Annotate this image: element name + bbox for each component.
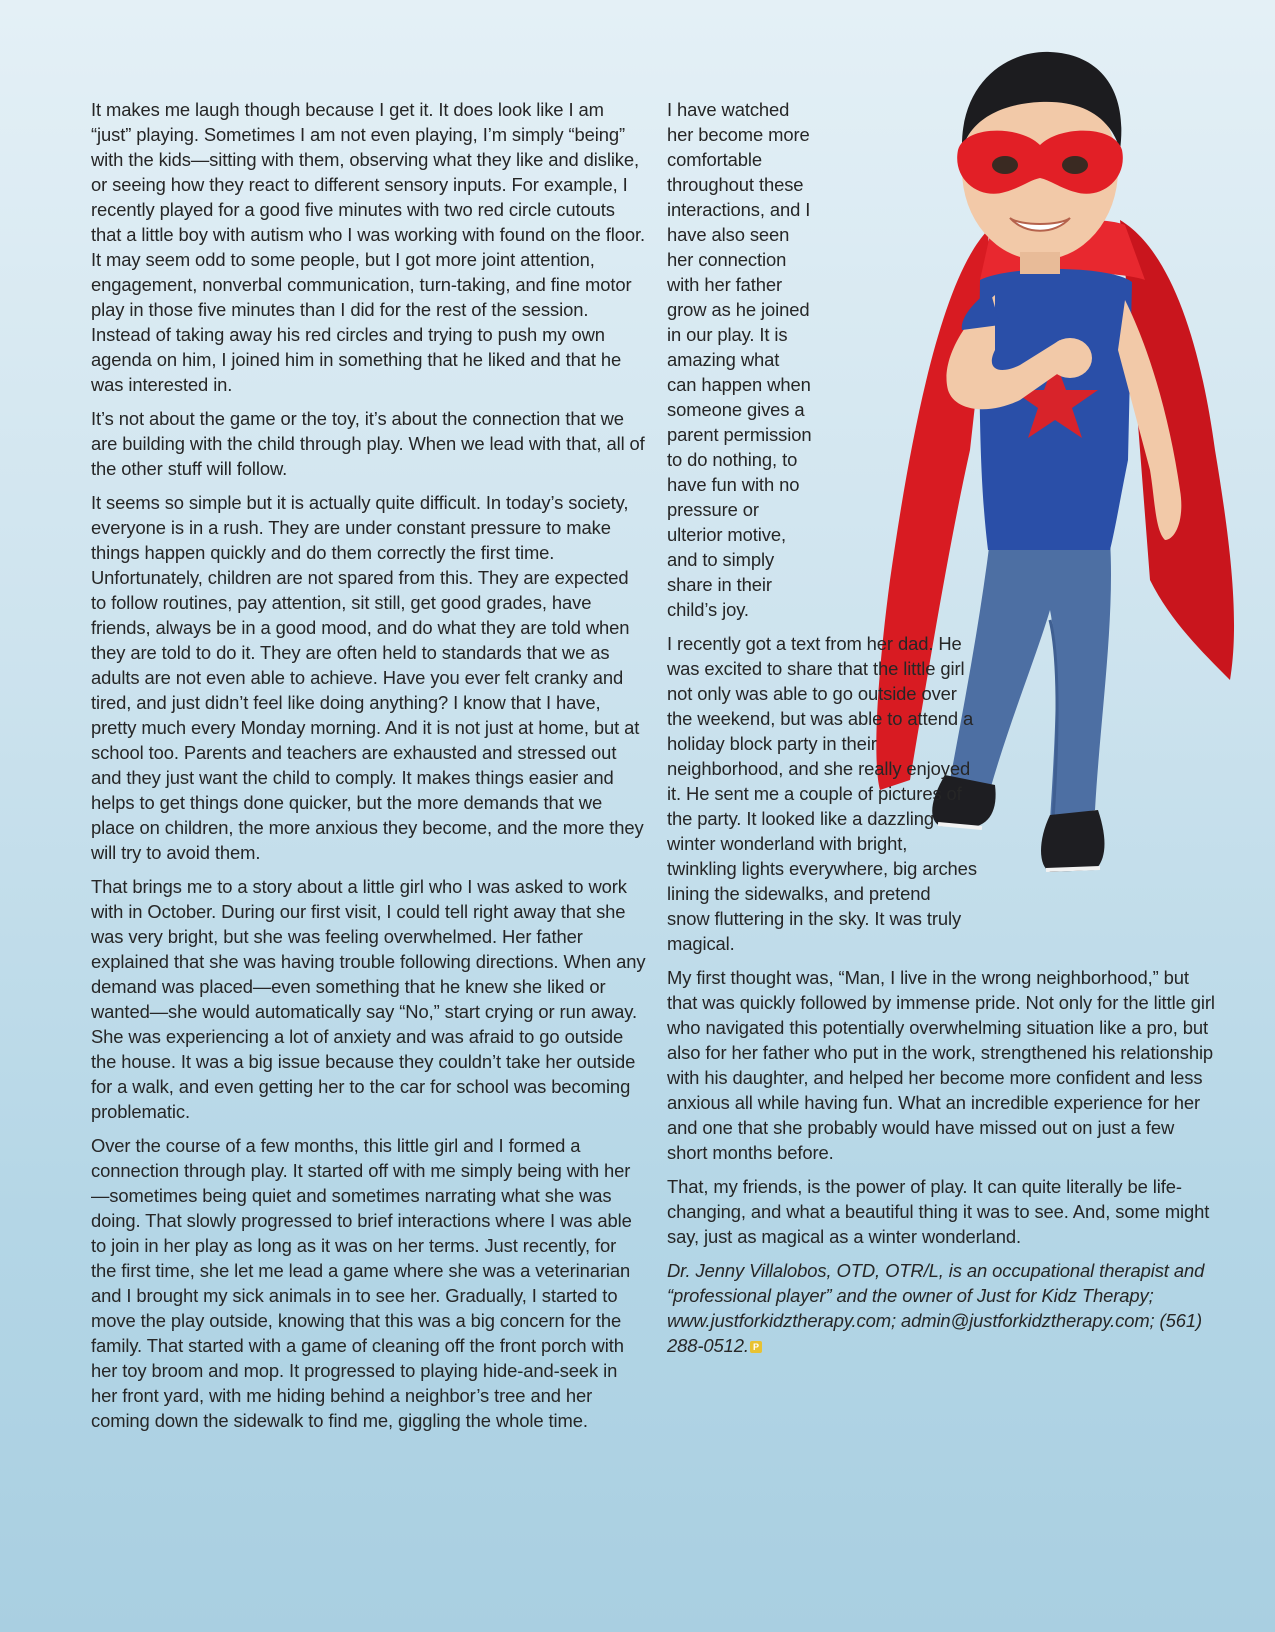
paragraph: Over the course of a few months, this little girl and I formed a connection through play. It started off with me simply being with her—sometimes being quiet and sometimes narrating what she was doing. That slowly progressed to brief interactions where I was able to join in her play as long as it was on her terms. Just recently, for the first time, she let me lead a game where she was a veterinarian and I brought my sick animals in to see her. Gradually, I started to move the play outside, knowing that this was a big concern for the family. That started with a game of cleaning off the front porch with her toy broom and mop. It progressed to playing hide-and-seek in her front yard, with me hiding behind a neighbor’s tree and her coming down the sidewalk to find me, giggling the whole time. [91, 1135, 632, 1431]
paragraph: It’s not about the game or the toy, it’s about the connection that we are building with the child through play. When we lead with that, all of the other stuff will follow. [91, 408, 645, 479]
author-bio-text: Dr. Jenny Villalobos, OTD, OTR/L, is an occupational therapist and “professional player” and the owner of Just for Kidz Therapy; www.justforkidztherapy.com; admin@justforkidztherapy.com; (561) 288-0512. [667, 1260, 1205, 1356]
author-bio [667, 1258, 1217, 1358]
right-column [667, 97, 1227, 1367]
paragraph: That brings me to a story about a little girl who I was asked to work with in October. During our first visit, I could tell right away that she was very bright, but she was feeling overwhelmed. Her father explained that she was having trouble following directions. When any demand was placed—even something that he knew she liked or wanted—she would automatically say “No,” start crying or run away. She was experiencing a lot of anxiety and was afraid to go outside the house. It was a big issue because they couldn’t take her outside for a walk, and even getting her to the car for school was becoming problematic. [91, 876, 646, 1122]
end-mark-icon: P [750, 1341, 762, 1353]
paragraph: It seems so simple but it is actually quite difficult. In today’s society, everyone is in a rush. They are under constant pressure to make things happen quickly and do them correctly the first time. Unfortunately, children are not spared from this. They are expected to follow routines, pay attention, sit still, get good grades, have friends, always be in a good mood, and do what they are told when they are told to do it. They are often held to standards that we as adults are not even able to achieve. Have you ever felt cranky and tired, and just didn’t feel like doing anything? I know that I have, pretty much every Monday morning. And it is not just at home, but at school too. Parents and teachers are exhausted and stressed out and they just want the child to comply. It makes things easier and helps to get things done quicker, but the more demands that we place on children, the more anxious they become, and the more they will try to avoid them. [91, 492, 644, 863]
paragraph: I have watched her become more comfortable throughout these interactions, and I have also seen her connection with her father grow as he joined in our play. It is amazing what can happen when someone gives a parent permission to do nothing, to have fun with no pressure or ulterior motive, and to simply share in their child’s joy. [667, 99, 812, 620]
paragraph: My first thought was, “Man, I live in the wrong neighborhood,” but that was quickly followed by immense pride. Not only for the little girl who navigated this potentially overwhelming situation like a pro, but also for her father who put in the work, strengthened his relationship with his daughter, and helped her become more confident and less anxious all while having fun. What an incredible experience for her and one that she probably would have missed out on just a few short months before. [667, 967, 1215, 1163]
paragraph: That, my friends, is the power of play. It can quite literally be life-changing, and what a beautiful thing it was to see. And, some might say, just as magical as a winter wonderland. [667, 1176, 1210, 1247]
left-column [91, 97, 646, 1442]
paragraph: I recently got a text from her dad. He was excited to share that the little girl not only was able to go outside over the weekend, but was able to attend a holiday block party in their neighborhood, and she really enjoyed it. He sent me a couple of pictures of the party. It looked like a dazzling winter wonderland with bright, twinkling lights everywhere, big arches lining the sidewalks, and pretend snow fluttering in the sky. It was truly magical. [667, 633, 977, 954]
paragraph: It makes me laugh though because I get it. It does look like I am “just” playing. Sometimes I am not even playing, I’m simply “being” with the kids—sitting with them, observing what they like and dislike, or seeing how they react to different sensory inputs. For example, I recently played for a good five minutes with two red circle cutouts that a little boy with autism who I was working with found on the floor. It may seem odd to some people, but I got more joint attention, engagement, nonverbal communication, turn-taking, and fine motor play in those five minutes than I did for the rest of the session. Instead of taking away his red circles and trying to push my own agenda on him, I joined him in something that he liked and that he was interested in. [91, 99, 646, 395]
